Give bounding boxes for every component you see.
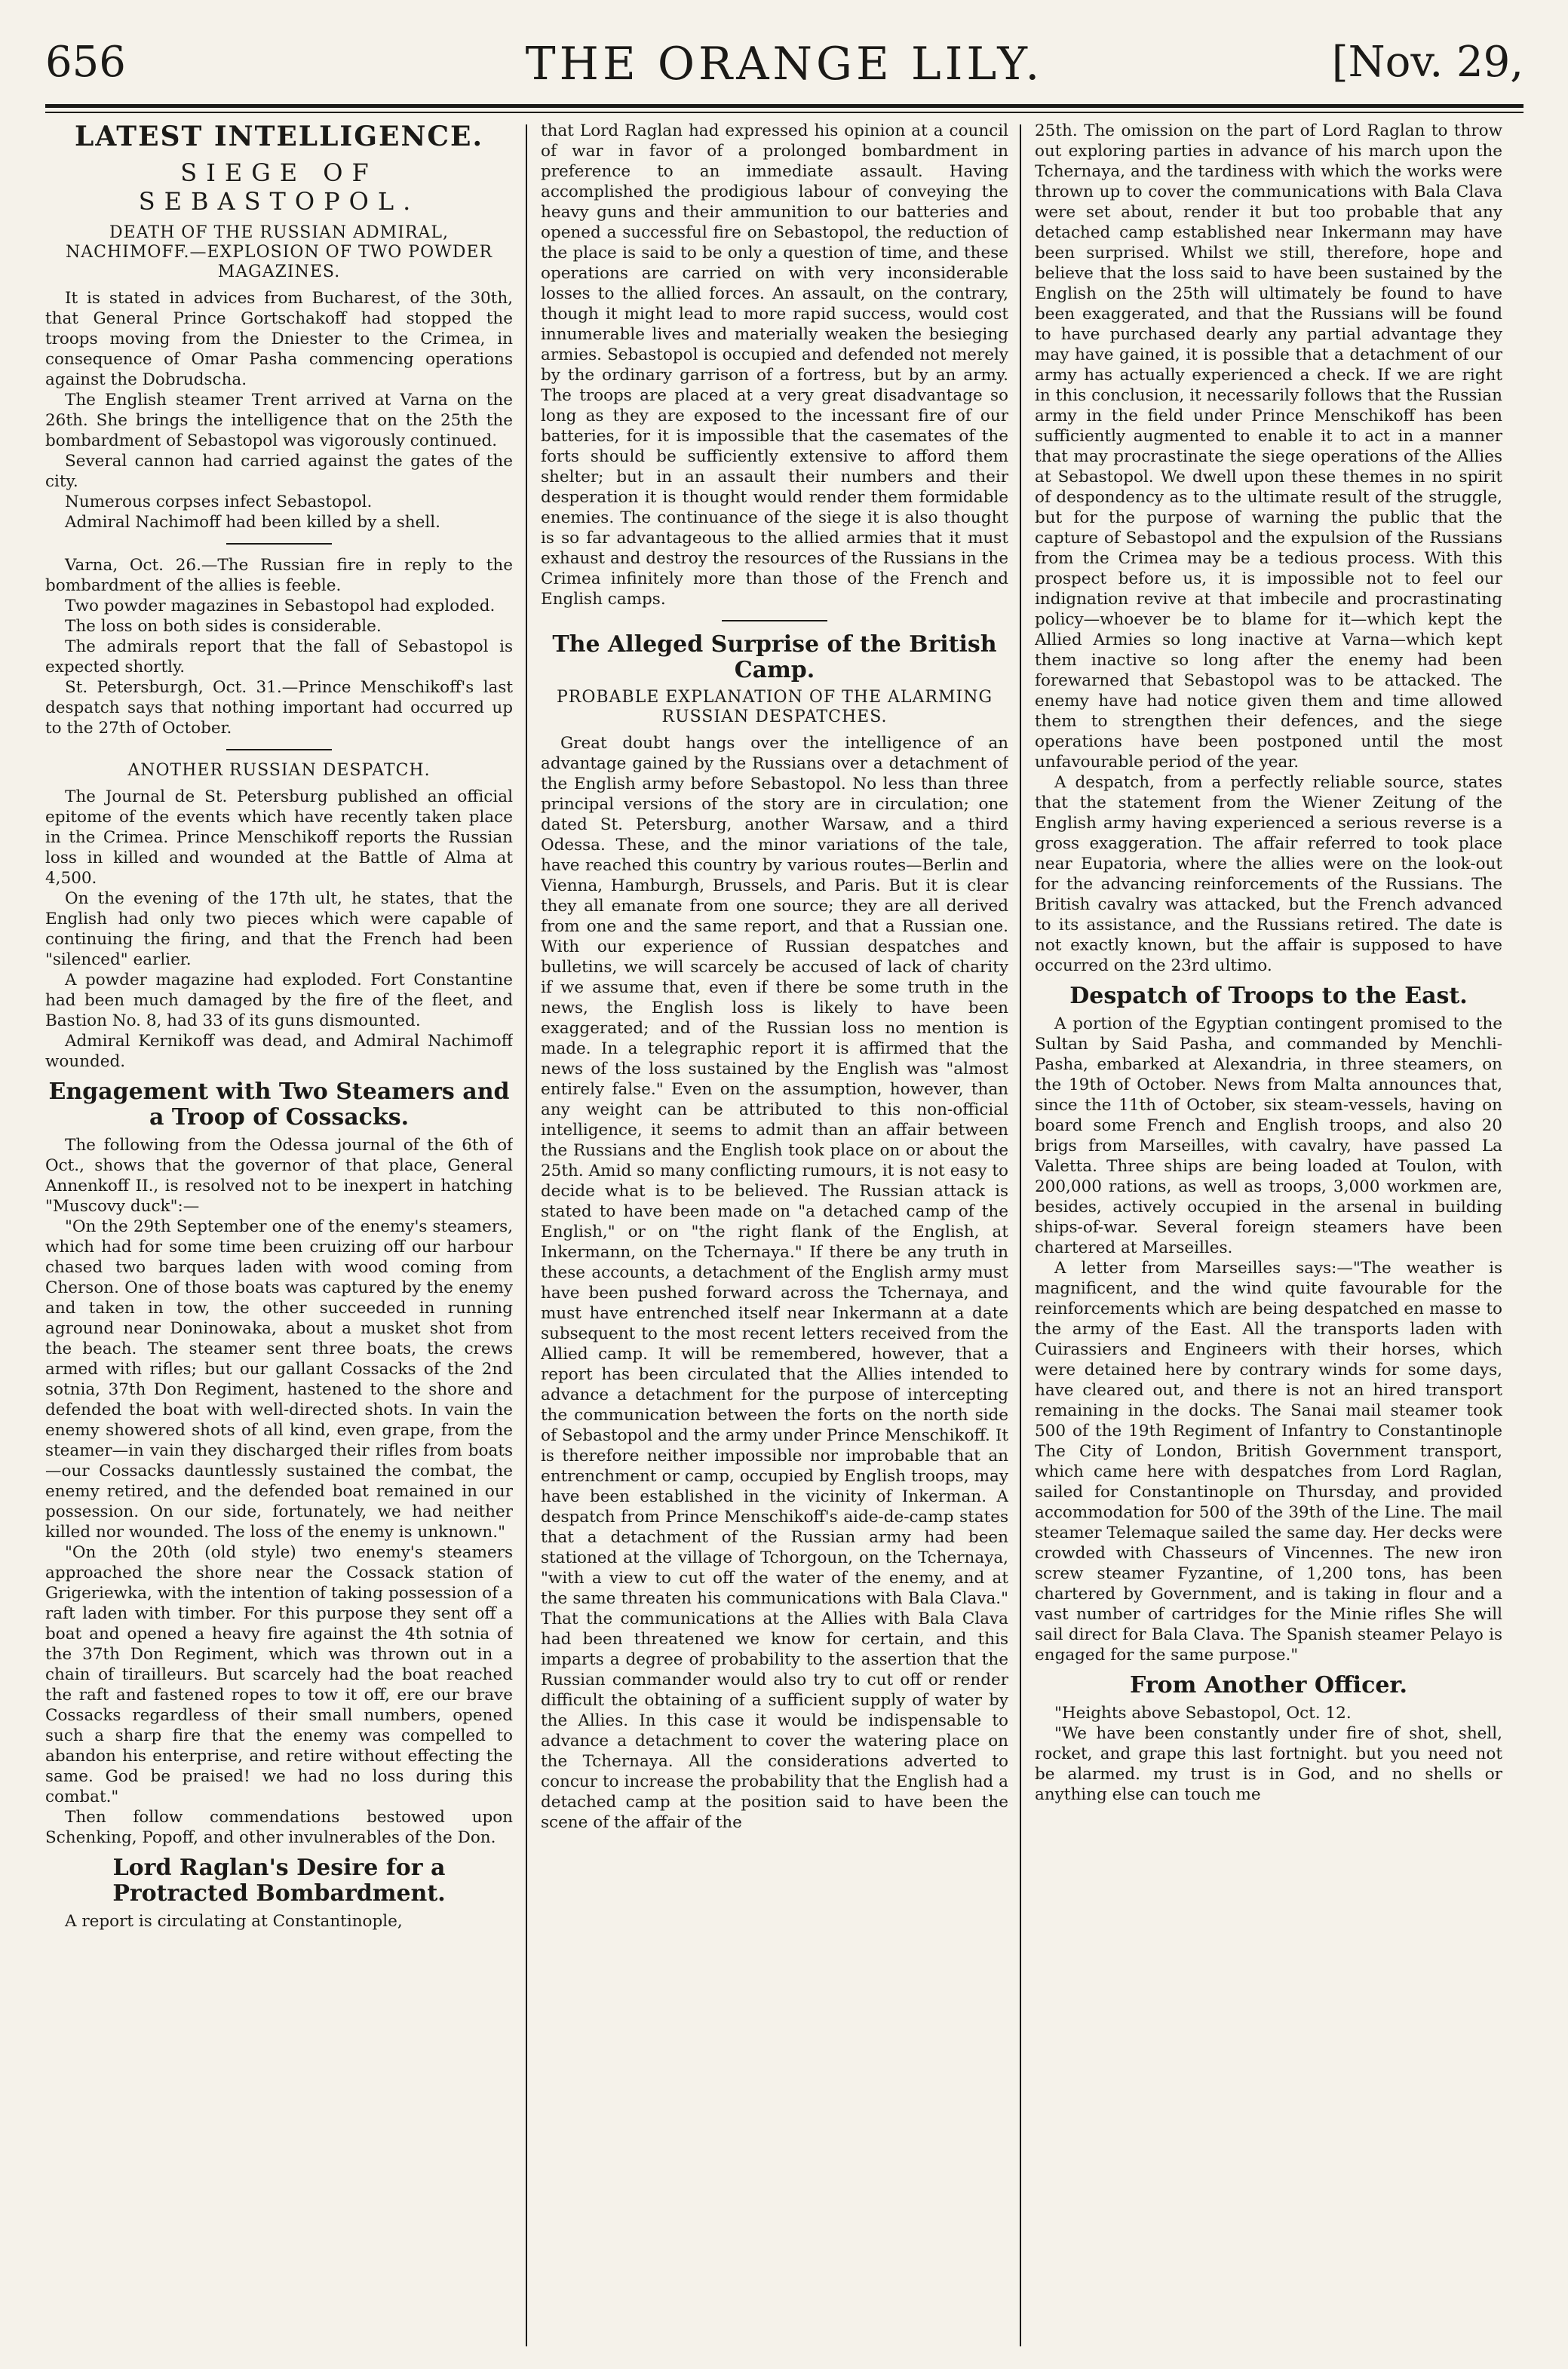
article-subheading: PROBABLE EXPLANATION OF THE ALARMING RUSSIAN DESPATCHES. xyxy=(556,688,993,726)
paragraph: A despatch, from a perfectly reliable source, states that the statement from the Wiener Zeitung of the English army having experienced a serious reverse is a gross exaggeration. The affair referred to took place near Eupatoria, where the allies were on the look-out for the advancing reinforcements of the Russians. The British cavalry was attacked, but the French advanced to its assistance, and the Russians retired. The date is not exactly known, but the affair is supposed to have occurred on the 23rd ultimo. xyxy=(1035,773,1502,975)
article-heading: DEATH OF THE RUSSIAN ADMIRAL, NACHIMOFF.—EXPLOSION OF TWO POWDER MAGAZINES. xyxy=(65,223,493,281)
column-2 xyxy=(541,121,1008,2354)
paragraph: Admiral Nachimoff had been killed by a shell. xyxy=(65,513,440,532)
article-heading: ANOTHER RUSSIAN DESPATCH. xyxy=(127,761,431,780)
section-subheading: SIEGE OF SEBASTOPOL. xyxy=(138,158,420,216)
page-number: 656 xyxy=(45,38,126,87)
column-divider xyxy=(1020,124,1021,2346)
paragraph: "On the 20th (old style) two enemy's steamers approached the shore near the Cossack station of Grigeriewka, with the intention of taking possession of a raft laden with timber. For this purpose they sent off a boat and opened a heavy fire against the 4th sotnia of the 37th Don Regiment, which was thrown out in a chain of tirailleurs. But scarcely had the boat reached the raft and fastened ropes to tow it off, ere our brave Cossacks regardless of their small numbers, opened such a sharp fire that the enemy was compelled to abandon his enterprise, and retire without effecting the same. God be praised! we had no loss during this combat." xyxy=(45,1543,513,1806)
paragraph: A portion of the Egyptian contingent promised to the Sultan by Said Pasha, and commanded by Menchli-Pasha, embarked at Alexandria, in three steamers, on the 19th of October. News from Malta announces that, since the 11th of October, six steam-vessels, having on board some French and English troops, and also 20 brigs from Marseilles, with cavalry, have passed La Valetta. Three ships are being loaded at Toulon, with 200,000 rations, as well as troops, 3,000 workmen are, besides, actively occupied in the arsenal in building ships-of-war. Several foreign steamers have been chartered at Marseilles. xyxy=(1035,1014,1502,1257)
paragraph: that Lord Raglan had expressed his opinion at a council of war in favor of a prolonged bombardment in preference to an immediate assault. Having accomplished the prodigious labour of conveying the heavy guns and their ammunition to our batteries and opened a successful fire on Sebastopol, the reduction of the place is said to be only a question of time, and these operations are carried on with very inconsiderable losses to the allied forces. An assault, on the contrary, though it might lead to more rapid success, would cost innumerable lives and materially weaken the besieging armies. Sebastopol is occupied and defended not merely by the ordinary garrison of a fortress, but by an army. The troops are placed at a very great disadvantage so long as they are exposed to the incessant fire of our batteries, for it is impossible that the casemates of the forts should be sufficiently extensive to afford them shelter; but in an assault their numbers and their desperation it is thought would render them formidable enemies. The continuance of the siege it is also thought is so far advantageous to the allied armies that it must exhaust and destroy the resources of the Russians in the Crimea infinitely more than those of the French and English camps. xyxy=(541,121,1008,609)
dateline: "Heights above Sebastopol, Oct. 12. xyxy=(1054,1704,1352,1723)
article-heading: Despatch of Troops to the East. xyxy=(1069,983,1468,1009)
paragraph: The English steamer Trent arrived at Varna on the 26th. She brings the intelligence that on the 25th the bombardment of Sebastopol was vigorously continued. xyxy=(45,391,513,450)
paragraph: A powder magazine had exploded. Fort Constantine had been much damaged by the fire of the fleet, and Bastion No. 8, had 33 of its guns dismounted. xyxy=(45,971,513,1030)
paragraph: On the evening of the 17th ult, he states, that the English had only two pieces which were capable of continuing the firing, and that the French had been "silenced" earlier. xyxy=(45,889,513,969)
paragraph: A report is circulating at Constantinople, xyxy=(65,1912,403,1931)
section-heading: LATEST INTELLIGENCE. xyxy=(75,121,483,152)
paragraph: The Journal de St. Petersburg published an official epitome of the events which have recently taken place in the Crimea. Prince Menschikoff reports the Russian loss in killed and wounded at the Battle of Alma at 4,500. xyxy=(45,787,513,888)
paragraph: 25th. The omission on the part of Lord Raglan to throw out exploring parties in advance of his march upon the Tchernaya, and the tardiness with which the works were thrown up to cover the communications with Bala Clava were set about, render it but too probable that any detached camp established near Inkermann may have been surprised. Whilst we still, therefore, hope and believe that the loss said to have been sustained by the English on the 25th will ultimately be found to have been exaggerated, and that the Russians will be found to have purchased dearly any partial advantage they may have gained, it is possible that a detachment of our army has actually experienced a check. If we are right in this conclusion, it necessarily follows that the Russian army in the field under Prince Menschikoff has been sufficiently augmented to enable it to act in a manner that may procrastinate the siege operations of the Allies at Sebastopol. We dwell upon these themes in no spirit of despondency as to the ultimate result of the struggle, but for the purpose of warning the public that the capture of Sebastopol and the expulsion of the Russians from the Crimea may be a tedious process. With this prospect before us, it is impossible not to feel our indignation revive at that imbecile and procrastinating policy—whoever be to blame for it—which kept the Allied Armies so long inactive at Varna—which kept them inactive so long after the enemy had been forewarned that Sebastopol was to be attacked. The enemy have had notice given them and time allowed them to strengthen their defences, and the siege operations have been postponed until the most unfavourable period of the year. xyxy=(1035,121,1502,772)
separator xyxy=(226,543,332,545)
paragraph: Then follow commendations bestowed upon Schenking, Popoff, and other invulnerables of the Don. xyxy=(45,1808,513,1847)
paragraph: Several cannon had carried against the gates of the city. xyxy=(45,452,513,491)
paragraph: St. Petersburgh, Oct. 31.—Prince Menschikoff's last despatch says that nothing important had occurred up to the 27th of October. xyxy=(45,678,513,738)
column-1 xyxy=(45,121,513,2354)
paragraph: "We have been constantly under fire of shot, shell, rocket, and grape this last fortnight. but you need not be alarmed. my trust is in God, and no shells or anything else can touch me xyxy=(1035,1724,1502,1804)
article-heading: The Alleged Surprise of the British Camp. xyxy=(552,631,997,683)
running-head xyxy=(45,38,1524,98)
column-divider xyxy=(526,124,527,2346)
column-3 xyxy=(1035,121,1502,2354)
paragraph: Great doubt hangs over the intelligence of an advantage gained by the Russians over a detachment of the English army before Sebastopol. No less than three principal versions of the story are in circulation; one dated St. Petersburg, another Warsaw, and a third Odessa. These, and the minor variations of the tale, have reached this country by various routes—Berlin and Vienna, Hamburgh, Brussels, and Paris. But it is clear they all emanate from one source; they are all derived from one and the same report, and that a Russian one. With our experience of Russian despatches and bulletins, we will scarcely be accused of lack of charity if we assume that, even if there be some truth in the news, the English loss is likely to have been exaggerated; and of the Russian loss no mention is made. In a telegraphic report it is affirmed that the news of the loss sustained by the English was "almost entirely false." Even on the assumption, however, than any weight can be attributed to this non-official intelligence, it seems to admit than an affair between the Russians and the English took place on or about the 25th. Amid so many conflicting rumours, it is not easy to decide what is to be believed. The Russian attack is stated to have been made on "a detached camp of the English," or on "the right flank of the English, at Inkermann, on the Tchernaya." If there be any truth in these accounts, a detachment of the English army must have been pushed forward across the Tchernaya, and must have entrenched itself near Inkermann at a date subsequent to the most recent letters received from the Allied camp. It will be remembered, however, that a report has been circulated that the Allies intended to advance a detachment for the purpose of intercepting the communication between the forts on the north side of Sebastopol and the army under Prince Menschikoff. It is therefore neither impossible nor improbable that an entrenchment or camp, occupied by English troops, may have been established in the vicinity of Inkerman. A despatch from Prince Menschikoff's aide-de-camp states that a detachment of the Russian army had been stationed at the village of Tchorgoun, on the Tchernaya, "with a view to cut off the water of the enemy, and at the same threaten his communications with Bala Clava." That the communications at the Allies with Bala Clava had been threatened we know for certain, and this imparts a degree of probability to the assertion that the Russian commander would also try to cut off or render difficult the obtaining of a sufficient supply of water by the Allies. In this case it would be indispensable to advance a detachment to cover the watering place on the Tchernaya. All the considerations adverted to concur to increase the probability that the English had a detached camp at the position said to have been the scene of the affair of the xyxy=(541,734,1008,1832)
header-rule-thick xyxy=(45,104,1524,108)
paragraph: A letter from Marseilles says:—"The weather is magnificent, and the wind quite favourable for the reinforcements which are being despatched en masse to the army of the East. All the transports laden with Cuirassiers and Engineers with their horses, which were detained here by contrary winds for some days, have cleared out, and there is not an hired transport remaining in the docks. The Sanai mail steamer took 500 of the 19th Regiment of Infantry to Constantinople The City of London, British Government transport, which came here with despatches from Lord Raglan, sailed for Constantinople on Thursday, and provided accommodation for 500 of the 39th of the Line. The mail steamer Telemaque sailed the same day. Her decks were crowded with Chasseurs of Vincennes. The new iron screw steamer Fyzantine, of 1,200 tons, has been chartered by Government, and is taking in flour and a vast number of cartridges for the Minie rifles She will sail direct for Bala Clava. The Spanish steamer Pelayo is engaged for the same purpose." xyxy=(1035,1259,1502,1665)
paragraph: The loss on both sides is considerable. xyxy=(65,617,382,636)
paragraph: It is stated in advices from Bucharest, of the 30th, that General Prince Gortschakoff had stopped the troops moving from the Dniester to the Crimea, in consequence of Omar Pasha commencing operations against the Dobrudscha. xyxy=(45,289,513,389)
paragraph: Admiral Kernikoff was dead, and Admiral Nachimoff wounded. xyxy=(45,1032,513,1071)
paragraph: The following from the Odessa journal of the 6th of Oct., shows that the governor of that place, General Annenkoff II., is resolved not to be inexpert in hatching "Muscovy duck":— xyxy=(45,1136,513,1216)
page-title: THE ORANGE LILY. xyxy=(525,38,1044,91)
paragraph: Varna, Oct. 26.—The Russian fire in reply to the bombardment of the allies is feeble. xyxy=(45,556,513,595)
header-rule-thin xyxy=(45,112,1524,113)
article-heading: From Another Officer. xyxy=(1130,1672,1407,1698)
paragraph: Two powder magazines in Sebastopol had exploded. xyxy=(65,597,496,615)
separator xyxy=(226,749,332,750)
issue-date: [Nov. 29, xyxy=(1331,38,1524,87)
article-heading: Lord Raglan's Desire for a Protracted Bombardment. xyxy=(112,1855,446,1907)
article-heading: Engagement with Two Steamers and a Troop of Cossacks. xyxy=(48,1079,510,1131)
paragraph: The admirals report that the fall of Sebastopol is expected shortly. xyxy=(45,637,513,677)
separator xyxy=(722,620,827,621)
paragraph: "On the 29th September one of the enemy's steamers, which had for some time been cruizing off our harbour chased two barques laden with wood coming from Cherson. One of those boats was captured by the enemy and taken in tow, the other succeeded in running aground near Doninowaka, about a musket shot from the beach. The steamer sent three boats, the crews armed with rifles; but our gallant Cossacks of the 2nd sotnia, 37th Don Regiment, hastened to the shore and defended the boat with well-directed shots. In vain the enemy showered shots of all kind, even grape, from the steamer—in vain they discharged their rifles from boats—our Cossacks dauntlessly sustained the combat, the enemy retired, and the defended boat remained in our possession. On our side, fortunately, we had neither killed nor wounded. The loss of the enemy is unknown." xyxy=(45,1217,513,1542)
paragraph: Numerous corpses infect Sebastopol. xyxy=(65,493,373,511)
